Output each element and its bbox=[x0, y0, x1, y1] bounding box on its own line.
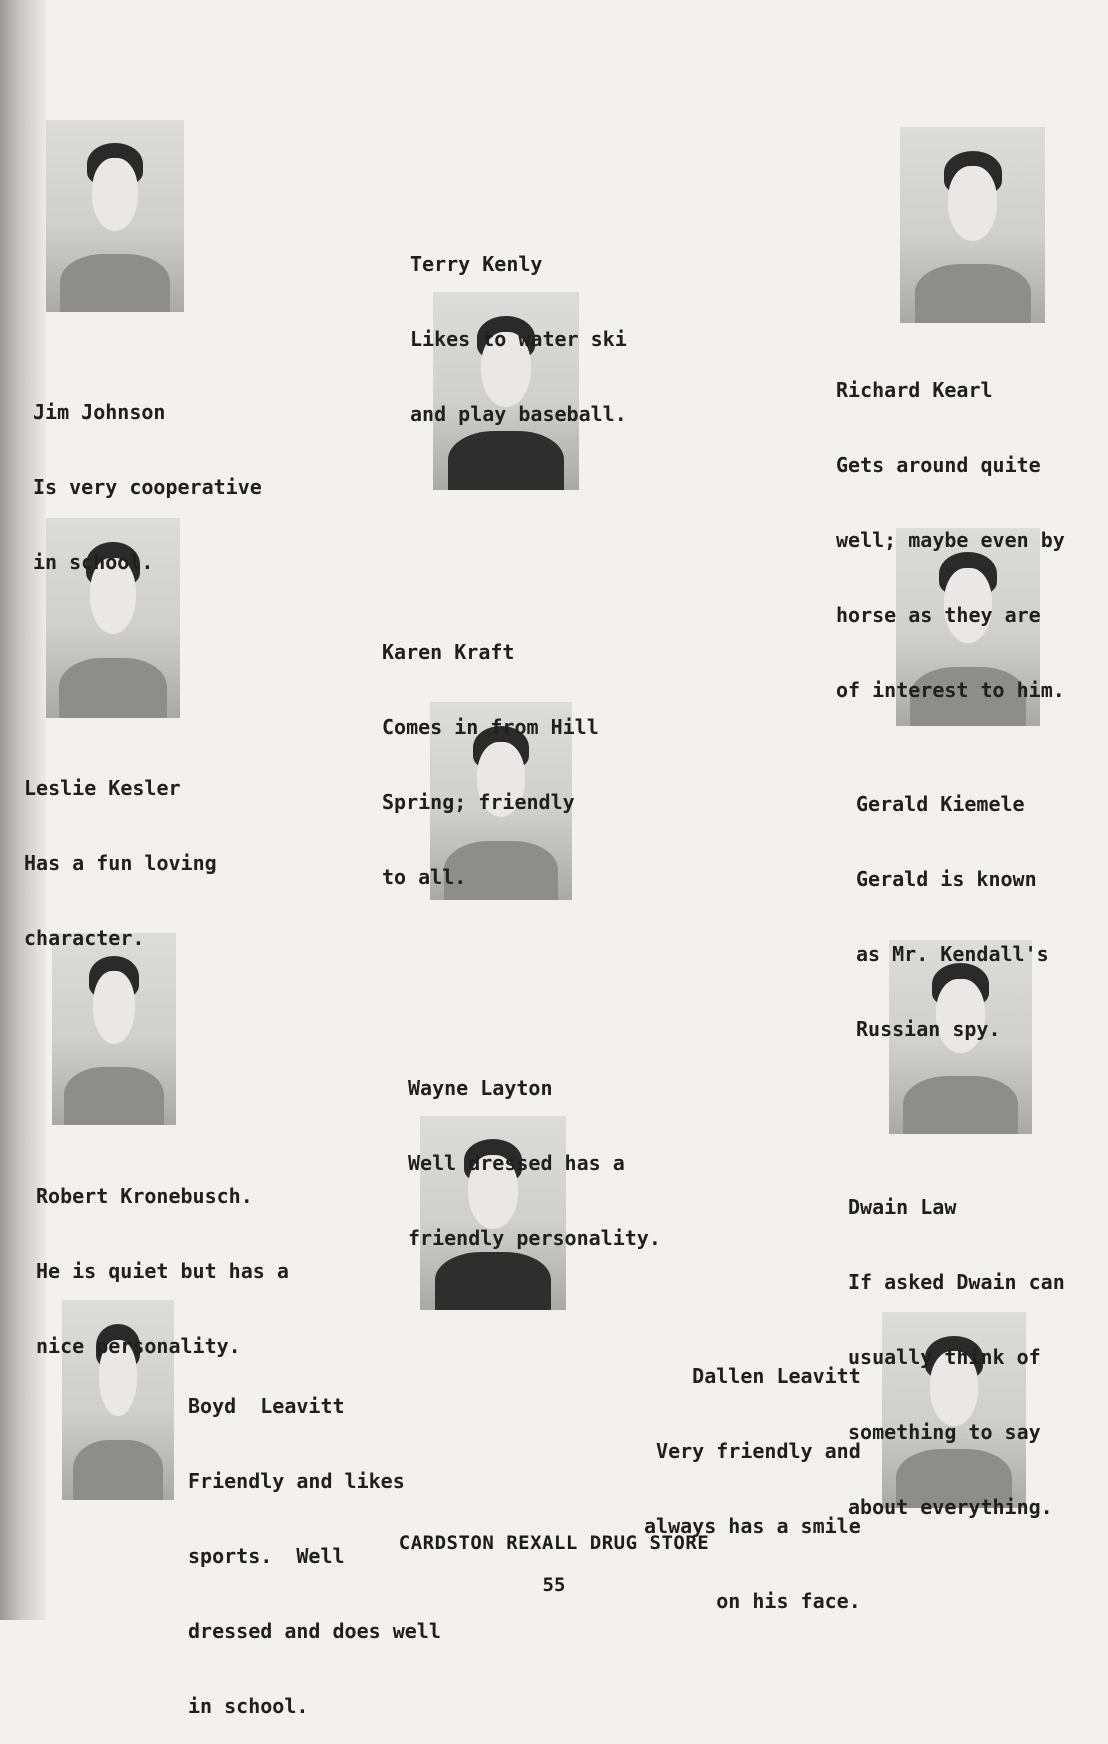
student-name: Robert Kronebusch. bbox=[36, 1184, 253, 1208]
page-number: 55 bbox=[542, 1574, 566, 1596]
student-note: Gerald is known bbox=[856, 867, 1037, 891]
student-name: Gerald Kiemele bbox=[856, 792, 1025, 816]
student-note: usually think of bbox=[848, 1345, 1041, 1369]
caption-leslie-kesler bbox=[24, 726, 217, 976]
caption-richard-kearl bbox=[836, 328, 1065, 728]
student-name: Terry Kenly bbox=[410, 252, 543, 276]
student-note: as Mr. Kendall's bbox=[856, 942, 1049, 966]
student-name: Boyd Leavitt bbox=[188, 1394, 345, 1418]
student-note: He is quiet but has a bbox=[36, 1259, 289, 1283]
student-note: nice personality. bbox=[36, 1334, 241, 1358]
student-note: Russian spy. bbox=[856, 1017, 1001, 1041]
student-note: horse as they are bbox=[836, 603, 1041, 627]
student-name: Wayne Layton bbox=[408, 1076, 553, 1100]
caption-jim-johnson bbox=[33, 350, 262, 600]
sponsor-footer: CARDSTON REXALL DRUG STORE bbox=[398, 1532, 710, 1554]
caption-dwain-law bbox=[848, 1145, 1065, 1545]
student-note: dressed and does well bbox=[188, 1619, 441, 1643]
student-note: character. bbox=[24, 926, 145, 950]
photo-richard-kearl bbox=[900, 127, 1045, 323]
student-note: Well dressed has a bbox=[408, 1151, 625, 1175]
student-note: Spring; friendly bbox=[382, 790, 575, 814]
student-note: to all. bbox=[382, 865, 467, 889]
student-note: Has a fun loving bbox=[24, 851, 217, 875]
student-note: in school. bbox=[33, 550, 154, 574]
caption-karen-kraft bbox=[382, 590, 599, 915]
student-note: in school. bbox=[188, 1694, 309, 1718]
student-note: and play baseball. bbox=[410, 402, 627, 426]
caption-wayne-layton bbox=[408, 1026, 661, 1276]
student-note: something to say bbox=[848, 1420, 1041, 1444]
student-note: always has a smile bbox=[644, 1514, 861, 1538]
student-note: of interest to him. bbox=[836, 678, 1065, 702]
photo-jim-johnson bbox=[46, 120, 184, 312]
student-name: Leslie Kesler bbox=[24, 776, 181, 800]
student-name: Karen Kraft bbox=[382, 640, 515, 664]
student-note: Very friendly and bbox=[656, 1439, 861, 1463]
student-note: well; maybe even by bbox=[836, 528, 1065, 552]
student-name: Jim Johnson bbox=[33, 400, 166, 424]
student-name: Dwain Law bbox=[848, 1195, 957, 1219]
student-name: Dallen Leavitt bbox=[692, 1364, 861, 1388]
student-note: sports. Well bbox=[188, 1544, 345, 1568]
student-note: on his face. bbox=[716, 1589, 861, 1613]
caption-terry-kenly bbox=[410, 202, 627, 452]
student-note: Comes in from Hill bbox=[382, 715, 599, 739]
student-note: Friendly and likes bbox=[188, 1469, 405, 1493]
caption-gerald-kiemele bbox=[856, 742, 1049, 1067]
student-note: friendly personality. bbox=[408, 1226, 661, 1250]
student-note: Is very cooperative bbox=[33, 475, 262, 499]
student-note: Likes to water ski bbox=[410, 327, 627, 351]
student-note: If asked Dwain can bbox=[848, 1270, 1065, 1294]
student-note: about everything. bbox=[848, 1495, 1053, 1519]
student-note: Gets around quite bbox=[836, 453, 1041, 477]
student-name: Richard Kearl bbox=[836, 378, 993, 402]
